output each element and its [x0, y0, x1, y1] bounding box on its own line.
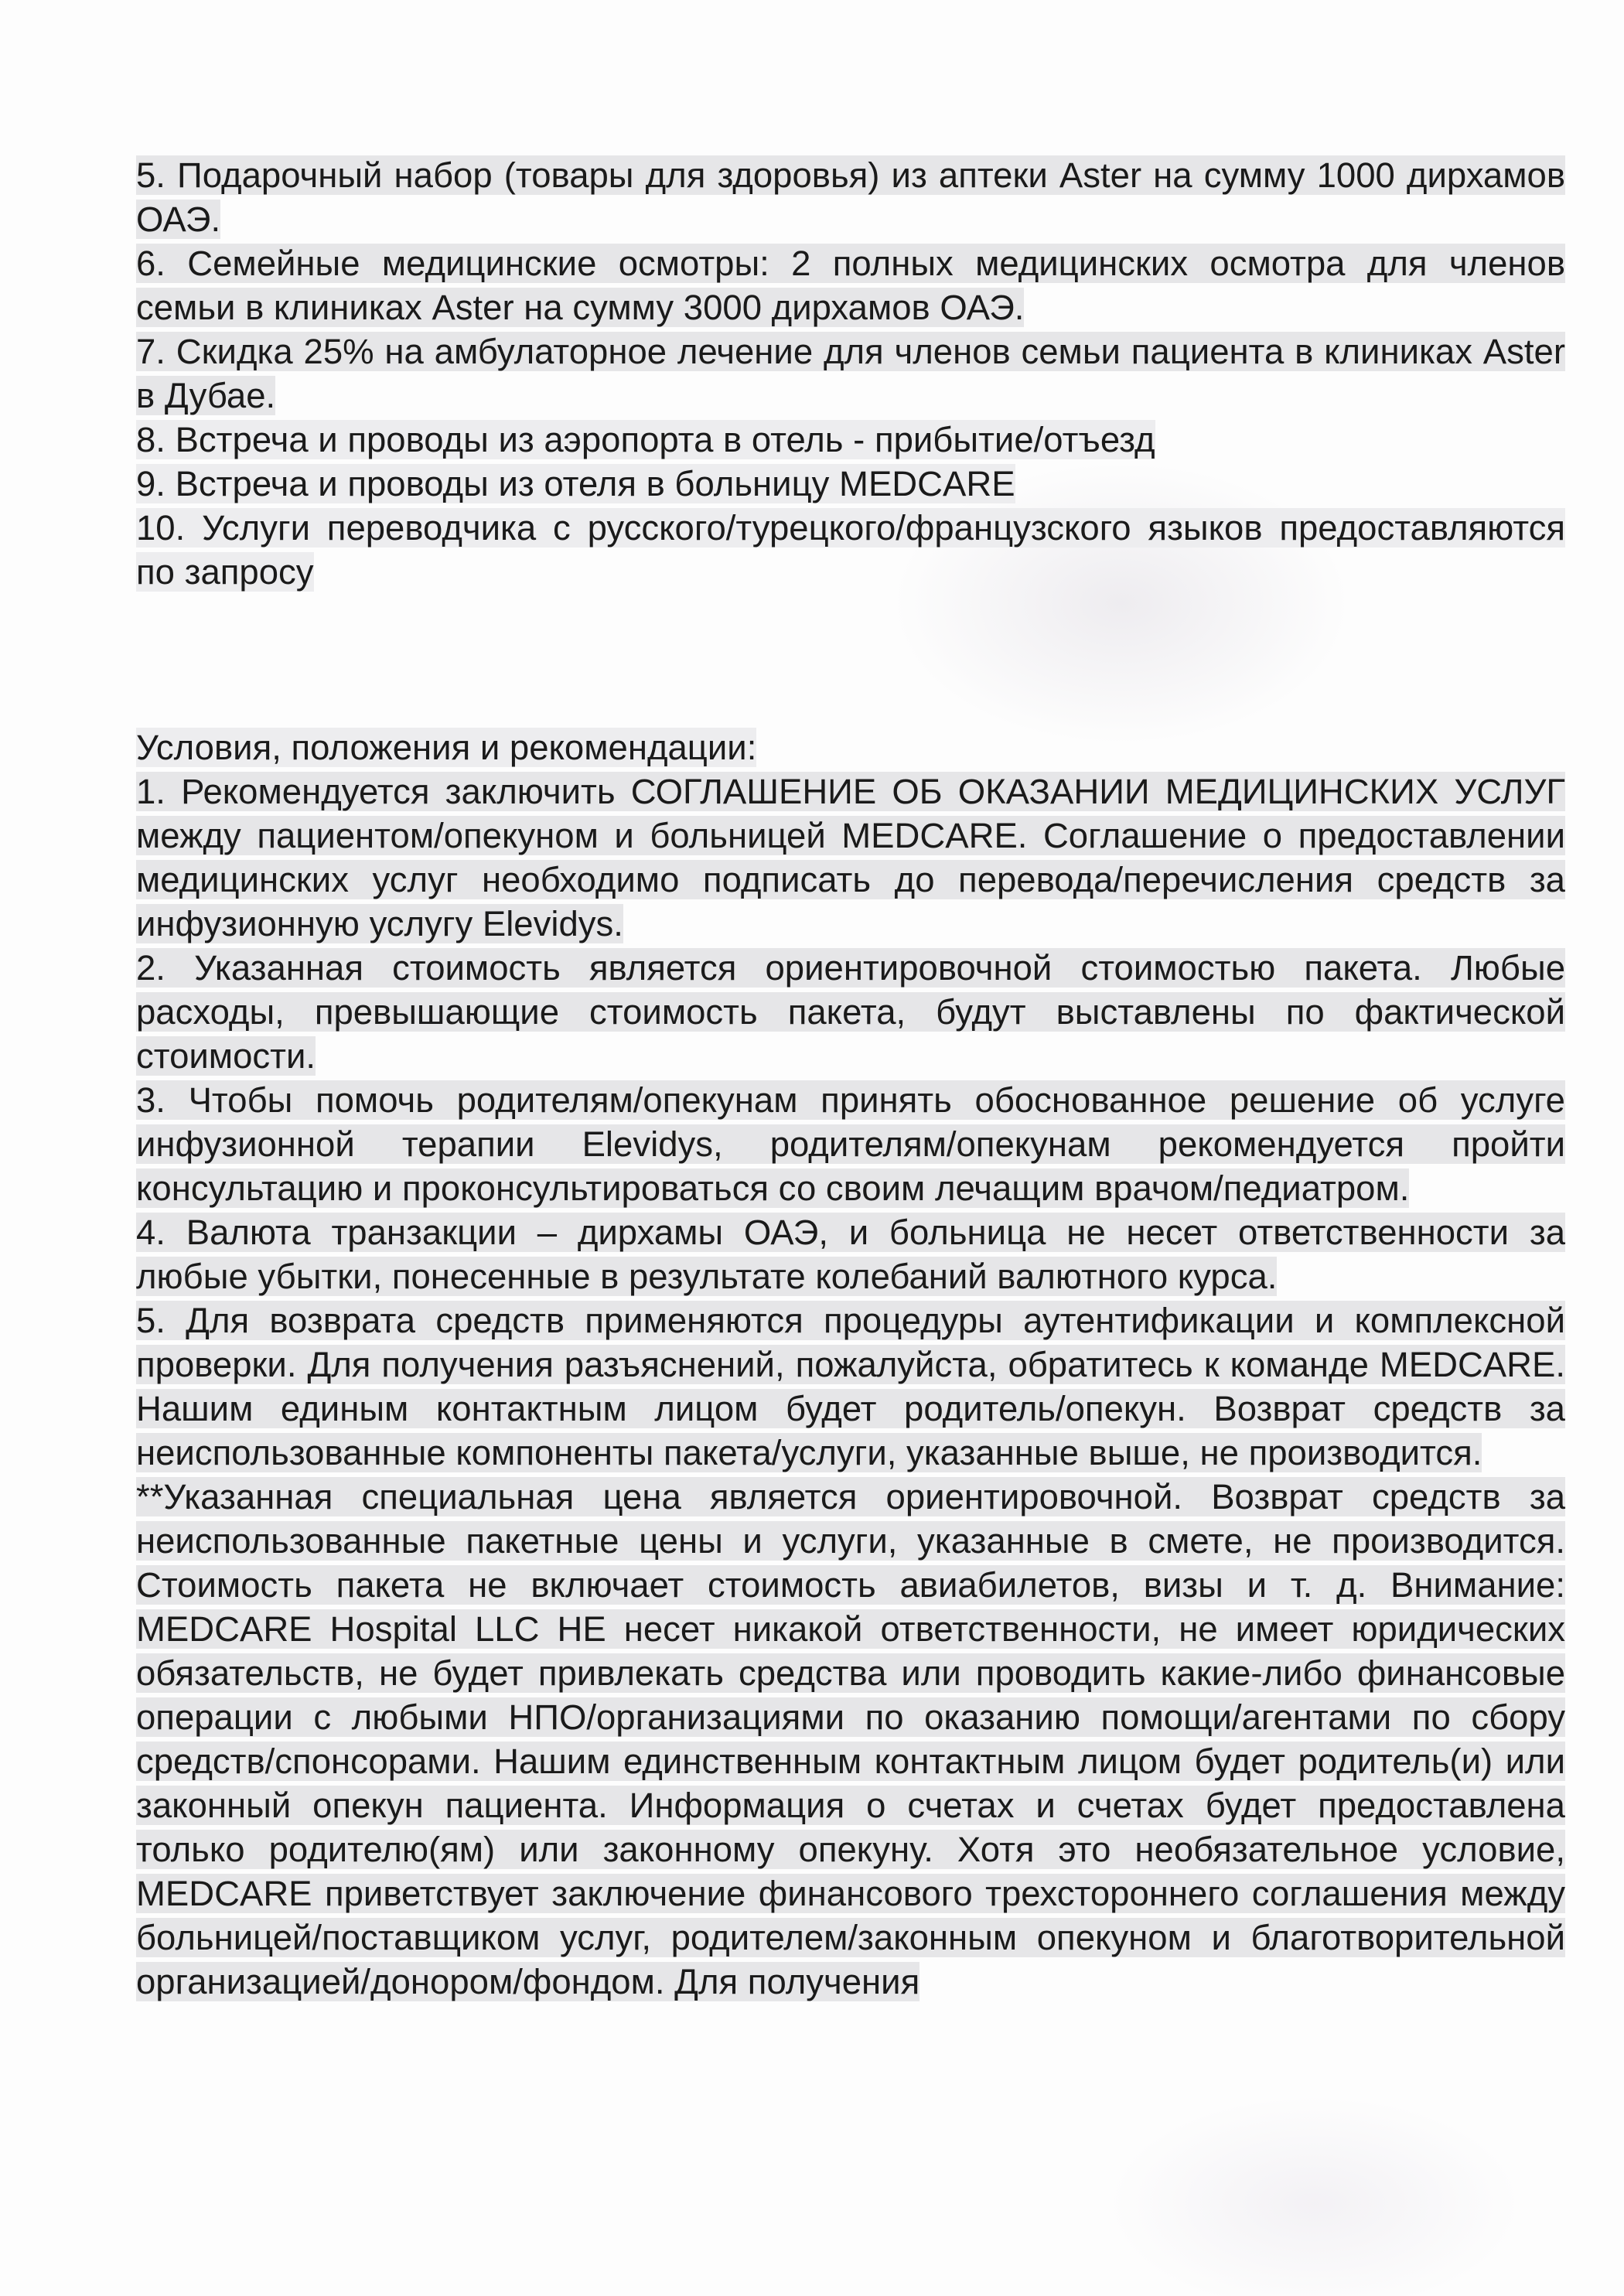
conditions-section: [136, 725, 1565, 2004]
services-list: [136, 153, 1565, 594]
condition-item: 5. Для возврата средств применяются процедуры аутентификации и комплексной проверки. Для получения разъяснений, пожалуйста, обратитесь к команде MEDCARE. Нашим единым контактным лицом будет родитель/опекун. Возврат средств за неиспользованные компоненты пакета/услуги, указанные выше, не производится.: [136, 1301, 1565, 1472]
condition-item: 4. Валюта транзакции – дирхамы ОАЭ, и больница не несет ответственности за любые убытки, понесенные в результате колебаний валютного курса.: [136, 1213, 1565, 1296]
list-item: 5. Подарочный набор (товары для здоровья) из аптеки Aster на сумму 1000 дирхамов ОАЭ.: [136, 155, 1565, 239]
price-note: **Указанная специальная цена является ориентировочной. Возврат средств за неиспользованные пакетные цены и услуги, указанные в смете, не производится. Стоимость пакета не включает стоимость авиабилетов, визы и т. д. Внимание: MEDCARE Hospital LLC НЕ несет никакой ответственности, не имеет юридических обязательств, не будет привлекать средства или проводить какие-либо финансовые операции с любыми НПО/организациями по оказанию помощи/агентами по сбору средств/спонсорами. Нашим единственным контактным лицом будет родитель(и) или законный опекун пациента. Информация о счетах и счетах будет предоставлена только родителю(ям) или законному опекуну. Хотя это необязательное условие, MEDCARE приветствует заключение финансового трехстороннего соглашения между больницей/поставщиком услуг, родителем/законным опекуном и благотворительной организацией/донором/фондом. Для получения: [136, 1477, 1565, 2001]
list-item: 7. Скидка 25% на амбулаторное лечение для членов семьи пациента в клиниках Aster в Дубае.: [136, 332, 1565, 415]
list-item: 8. Встреча и проводы из аэропорта в отель - прибытие/отъезд: [136, 420, 1155, 459]
list-item: 10. Услуги переводчика с русского/турецкого/французского языков предоставляются по запросу: [136, 508, 1565, 592]
section-heading: Условия, положения и рекомендации:: [136, 728, 757, 767]
condition-item: 3. Чтобы помочь родителям/опекунам принять обоснованное решение об услуге инфузионной терапии Elevidys, родителям/опекунам рекомендуется пройти консультацию и проконсультироваться со своим лечащим врачом/педиатром.: [136, 1080, 1565, 1208]
list-item: 6. Семейные медицинские осмотры: 2 полных медицинских осмотра для членов семьи в клиниках Aster на сумму 3000 дирхамов ОАЭ.: [136, 244, 1565, 327]
list-item: 9. Встреча и проводы из отеля в больницу MEDCARE: [136, 464, 1015, 503]
condition-item: 1. Рекомендуется заключить СОГЛАШЕНИЕ ОБ ОКАЗАНИИ МЕДИЦИНСКИХ УСЛУГ между пациентом/опекуном и больницей MEDCARE. Соглашение о предоставлении медицинских услуг необходимо подписать до перевода/перечисления средств за инфузионную услугу Elevidys.: [136, 772, 1565, 943]
condition-item: 2. Указанная стоимость является ориентировочной стоимостью пакета. Любые расходы, превышающие стоимость пакета, будут выставлены по фактической стоимости.: [136, 948, 1565, 1076]
